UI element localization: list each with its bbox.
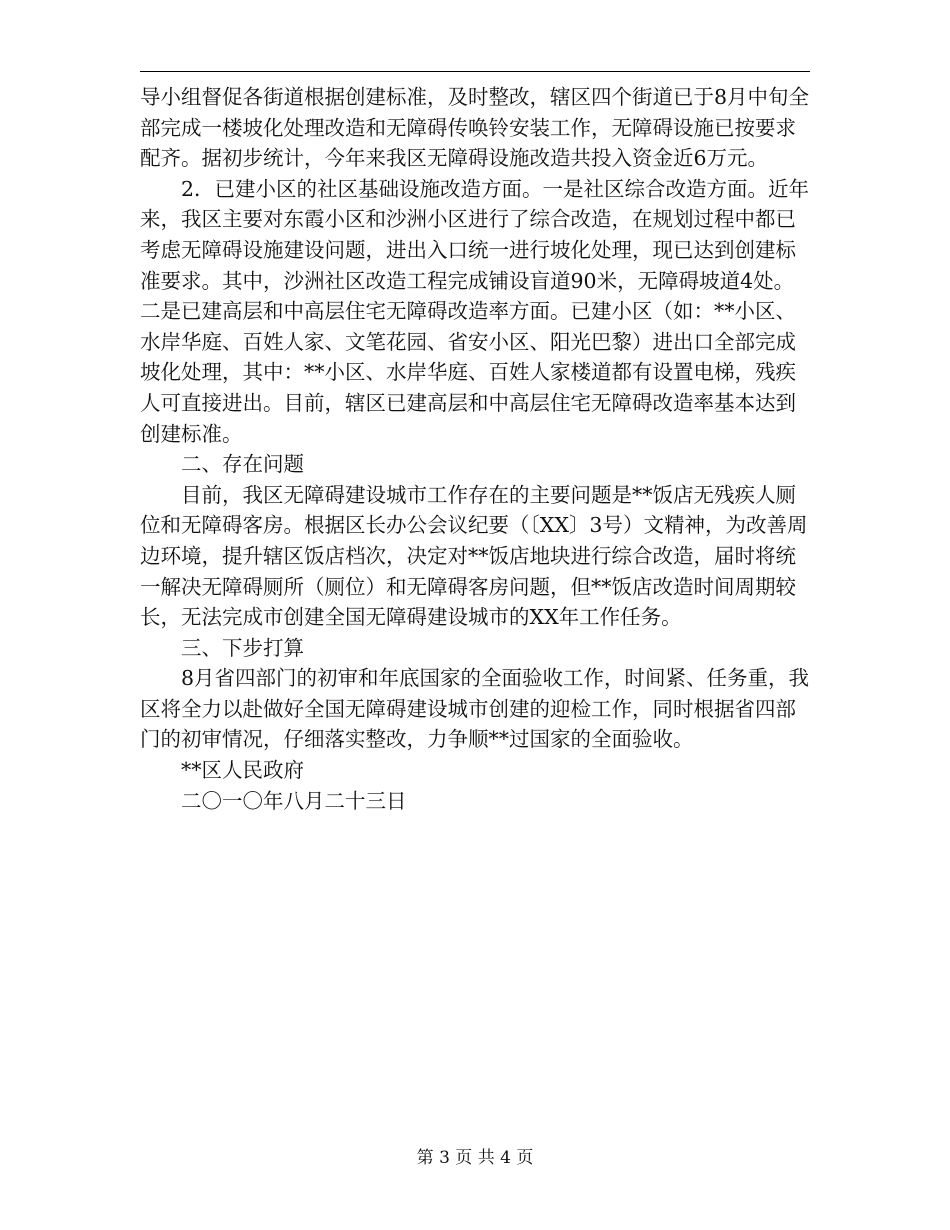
signature-organization: **区人民政府 (181, 758, 304, 783)
header-rule (140, 71, 810, 72)
document-body (140, 82, 812, 816)
page-number-footer: 第 3 页 共 4 页 (416, 1148, 534, 1168)
paragraph-community-renovation: 2．已建小区的社区基础设施改造方面。一是社区综合改造方面。近年来，我区主要对东霞小区和沙洲小区进行了综合改造，在规划过程中都已考虑无障碍设施建设问题，进出入口统一进行坡化处理，现已达到创建标准要求。其中，沙洲社区改造工程完成铺设盲道90米，无障碍坡道4处。二是已建高层和中高层住宅无障碍改造率方面。已建小区（如：**小区、水岸华庭、百姓人家、文笔花园、省安小区、阳光巴黎）进出口全部完成坡化处理，其中：**小区、水岸华庭、百姓人家楼道都有设置电梯，残疾人可直接进出。目前，辖区已建高层和中高层住宅无障碍改造率基本达到创建标准。 (140, 176, 810, 446)
section-heading-next-steps: 三、下步打算 (181, 635, 304, 660)
paragraph-problems: 目前，我区无障碍建设城市工作存在的主要问题是**饭店无残疾人厕位和无障碍客房。根据区长办公会议纪要（〔XX〕3号）文精神，为改善周边环境，提升辖区饭店档次，决定对**饭店地块进行综合改造，届时将统一解决无障碍厕所（厕位）和无障碍客房问题，但**饭店改造时间周期较长，无法完成市创建全国无障碍建设城市的XX年工作任务。 (140, 482, 808, 630)
paragraph-continuation: 导小组督促各街道根据创建标准，及时整改，辖区四个街道已于8月中旬全部完成一楼坡化处理改造和无障碍传唤铃安装工作，无障碍设施已按要求配齐。据初步统计，今年来我区无障碍设施改造共投入资金近6万元。 (140, 85, 810, 171)
signature-date: 二〇一〇年八月二十三日 (181, 788, 407, 813)
section-heading-existing-problems: 二、存在问题 (181, 452, 304, 477)
paragraph-next-steps: 8月省四部门的初审和年底国家的全面验收工作，时间紧、任务重，我区将全力以赴做好全国无障碍建设城市创建的迎检工作，同时根据省四部门的初审情况，仔细落实整改，力争顺**过国家的全面验收。 (140, 666, 810, 752)
